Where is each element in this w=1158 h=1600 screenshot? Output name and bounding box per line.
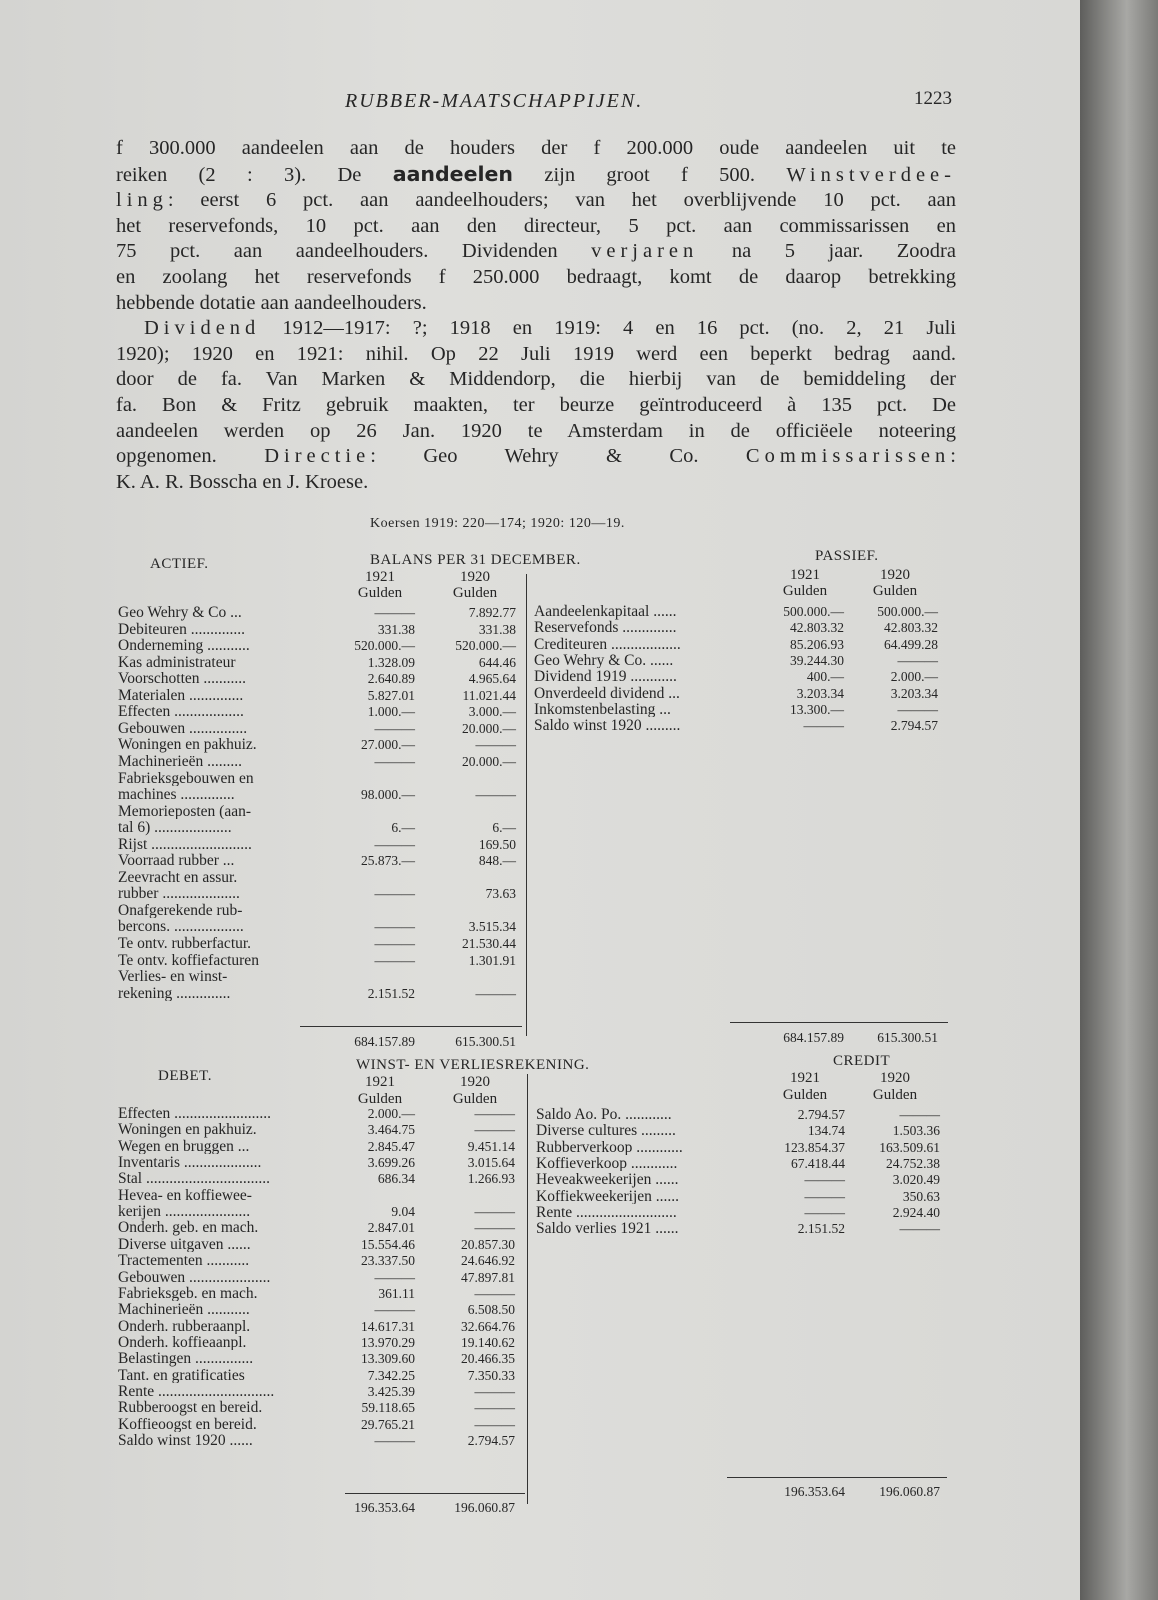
- debet-row-label: Stal ................................: [118, 1171, 270, 1187]
- credit-row-1921: ———: [804, 1172, 845, 1188]
- actief-row-1920: 21.530.44: [462, 936, 516, 951]
- credit-row-1920: 350.63: [902, 1188, 940, 1204]
- debet-row-1920: 19.140.62: [461, 1334, 515, 1350]
- winst-right-year-1920: 1920: [880, 1070, 910, 1086]
- debet-row-1920: ———: [474, 1122, 515, 1138]
- debet-row-1921: 7.342.25: [367, 1367, 415, 1383]
- text-line-4: het reservefonds, 10 pct. aan den directeur, 5 pct. aan commissarissen en: [116, 214, 956, 237]
- actief-row-1921: 6.—: [391, 820, 415, 836]
- credit-row-1920: 2.924.40: [892, 1204, 940, 1220]
- text-line-3: ling: eerst 6 pct. aan aandeelhouders; van het overblijvende 10 pct. aan: [116, 189, 956, 212]
- actief-row-label: Voorraad rubber ...: [118, 853, 235, 869]
- debet-row-1920: ———: [474, 1220, 515, 1236]
- balans-right-total-rule: [730, 1022, 948, 1023]
- debet-row-label: Onderh. rubberaanpl.: [118, 1318, 251, 1335]
- debet-row-1921: 686.34: [377, 1171, 415, 1187]
- debet-row-1920: ———: [474, 1400, 515, 1416]
- actief-row-label: Materialen ..............: [118, 687, 244, 704]
- debet-row-1921: 2.000.—: [367, 1106, 415, 1121]
- winst-left-unit-1921: Gulden: [357, 1091, 403, 1107]
- debet-row-1921: 3.699.26: [367, 1155, 415, 1171]
- debet-row-label: Machinerieën ...........: [118, 1302, 250, 1318]
- actief-row-label: Rijst ..........................: [118, 836, 252, 853]
- debet-row-1920: ———: [474, 1383, 515, 1399]
- passief-row-1921: 500.000.—: [783, 604, 844, 619]
- actief-row-label: Geo Wehry & Co ...: [118, 605, 242, 621]
- debet-row-label: Tant. en gratificaties: [118, 1367, 245, 1384]
- actief-row-1920: 169.50: [478, 836, 516, 852]
- debet-heading: DEBET.: [158, 1068, 212, 1084]
- balans-right-year-1921: 1921: [790, 567, 820, 583]
- actief-row-1920: 6.—: [492, 820, 516, 836]
- actief-row-label: Effecten ..................: [118, 704, 244, 720]
- debet-row-1920: ———: [474, 1285, 515, 1301]
- balans-right-unit-1920: Gulden: [872, 583, 918, 599]
- credit-row-label: Saldo verlies 1921 ......: [536, 1221, 679, 1237]
- actief-row-1921: 98.000.—: [361, 787, 415, 803]
- passief-row-1921: 85.206.93: [790, 636, 844, 652]
- debet-row-label: Belastingen ...............: [118, 1351, 254, 1367]
- credit-row-label: Rubberverkoop ............: [536, 1139, 683, 1156]
- actief-row-1920: 3.515.34: [468, 919, 516, 935]
- credit-row-1921: 2.151.52: [797, 1221, 845, 1237]
- actief-row-1920: 4.965.64: [468, 671, 516, 687]
- winst-right-unit-1921: Gulden: [782, 1087, 828, 1103]
- text-line-14: K. A. R. Bosscha en J. Kroese.: [116, 470, 369, 493]
- winst-right-total-1921: 196.353.64: [784, 1484, 845, 1499]
- actief-row-1920: ———: [475, 737, 516, 753]
- passief-row-label: Dividend 1919 ............: [534, 669, 677, 685]
- winst-left-total-1921: 196.353.64: [354, 1500, 415, 1515]
- debet-row-1921: 13.309.60: [361, 1351, 415, 1367]
- credit-row-1920: 163.509.61: [879, 1139, 940, 1155]
- debet-row-1920: 9.451.14: [467, 1138, 515, 1154]
- passief-row-1921: 39.244.30: [790, 652, 844, 668]
- actief-row-1921: 2.151.52: [367, 985, 415, 1001]
- actief-row-label: Zeevracht en assur.: [118, 869, 238, 886]
- debet-row-label: Inventaris ....................: [118, 1155, 262, 1171]
- passief-row-1921: 42.803.32: [790, 620, 844, 636]
- balans-left-unit-1921: Gulden: [357, 585, 403, 601]
- text-line-11: fa. Bon & Fritz gebruik maakten, ter beurze geïntroduceerd à 135 pct. De: [116, 393, 956, 416]
- actief-row-1921: ———: [374, 936, 415, 951]
- actief-row-1921: ———: [374, 886, 415, 902]
- actief-row-1920: ———: [475, 787, 516, 803]
- passief-row-label: Onverdeeld dividend ...: [534, 685, 680, 702]
- winst-right-total-1920: 196.060.87: [879, 1484, 940, 1499]
- passief-row-label: Reservefonds ..............: [534, 620, 677, 636]
- debet-row-label: Rubberoogst en bereid.: [118, 1400, 263, 1416]
- passief-row-1921: 400.—: [806, 669, 844, 685]
- actief-row-1920: 331.38: [478, 621, 516, 637]
- actief-row-1920: 20.000.—: [462, 753, 516, 769]
- actief-row-label: Verlies- en winst-: [118, 969, 228, 985]
- debet-row-1921: 9.04: [391, 1204, 415, 1220]
- debet-row-label: Koffieoogst en bereid.: [118, 1416, 257, 1433]
- debet-row-label: Rente ..............................: [118, 1383, 275, 1400]
- winst-title: WINST- EN VERLIESREKENING.: [356, 1057, 590, 1073]
- actief-row-1921: ———: [374, 919, 415, 935]
- text-line-7: hebbende dotatie aan aandeelhouders.: [116, 291, 427, 314]
- text-line-2: reiken (2 : 3). De aandeelen zijn groot f 500. Winstverdee-: [116, 161, 956, 186]
- debet-row-label: Woningen en pakhuiz.: [118, 1122, 257, 1138]
- credit-row-label: Koffieverkoop ............: [536, 1155, 678, 1172]
- balans-left-year-1920: 1920: [460, 569, 490, 585]
- winst-left-total-1920: 196.060.87: [454, 1500, 515, 1515]
- balans-right-total-1921: 684.157.89: [783, 1030, 844, 1045]
- debet-row-1920: ———: [474, 1106, 515, 1121]
- actief-row-label: Onderneming ...........: [118, 638, 250, 654]
- winst-left-year-1921: 1921: [365, 1074, 395, 1090]
- balans-left-total-1921: 684.157.89: [354, 1034, 415, 1049]
- credit-row-label: Saldo Ao. Po. ............: [536, 1107, 672, 1123]
- debet-row-label: Effecten .........................: [118, 1106, 271, 1122]
- actief-row-label: Fabrieksgebouwen en: [118, 770, 254, 787]
- passief-row-1921: 13.300.—: [790, 701, 844, 717]
- credit-row-1920: 24.752.38: [886, 1155, 940, 1171]
- actief-row-1920: 644.46: [478, 654, 516, 670]
- actief-row-1920: 73.63: [485, 886, 516, 902]
- credit-row-1920: 3.020.49: [892, 1172, 940, 1188]
- debet-row-1920: 6.508.50: [467, 1302, 515, 1318]
- debet-row-1920: 47.897.81: [461, 1269, 515, 1285]
- debet-row-1921: ———: [374, 1302, 415, 1318]
- balans-right-total-1920: 615.300.51: [877, 1030, 938, 1045]
- koersen-line: Koersen 1919: 220—174; 1920: 120—19.: [370, 516, 625, 531]
- credit-row-1920: ———: [899, 1221, 940, 1237]
- passief-row-label: Inkomstenbelasting ...: [534, 701, 671, 718]
- text-line-13: opgenomen. Directie: Geo Wehry & Co. Commissarissen:: [116, 445, 956, 468]
- actief-row-label: machines ..............: [118, 787, 235, 803]
- actief-row-1921: ———: [374, 720, 415, 736]
- debet-row-label: Onderh. koffieaanpl.: [118, 1334, 247, 1351]
- debet-row-1921: 2.847.01: [367, 1220, 415, 1236]
- debet-row-label: Fabrieksgeb. en mach.: [118, 1285, 258, 1302]
- debet-row-1921: 59.118.65: [361, 1400, 415, 1416]
- actief-row-1921: 2.640.89: [367, 671, 415, 687]
- debet-row-label: Saldo winst 1920 ......: [118, 1433, 253, 1449]
- actief-row-1921: 5.827.01: [367, 687, 415, 703]
- text-line-12: aandeelen werden op 26 Jan. 1920 te Amsterdam in de officiëele noteering: [116, 419, 956, 442]
- credit-row-label: Diverse cultures .........: [536, 1123, 676, 1139]
- credit-row-1921: 2.794.57: [797, 1107, 845, 1122]
- debet-row-1920: 20.857.30: [461, 1236, 515, 1252]
- debet-row-1920: 3.015.64: [467, 1155, 515, 1171]
- debet-row-1920: 7.350.33: [467, 1367, 515, 1383]
- balans-right-unit-1921: Gulden: [782, 583, 828, 599]
- passief-row-1921: 3.203.34: [796, 685, 844, 701]
- balans-left-year-1921: 1921: [365, 569, 395, 585]
- passief-row-1920: ———: [897, 701, 938, 717]
- actief-row-1920: 7.892.77: [468, 605, 516, 620]
- debet-row-label: Wegen en bruggen ...: [118, 1138, 250, 1155]
- passief-heading: PASSIEF.: [815, 548, 879, 564]
- actief-row-1921: ———: [374, 605, 415, 620]
- winst-left-year-1920: 1920: [460, 1074, 490, 1090]
- actief-row-label: Gebouwen ...............: [118, 720, 248, 737]
- passief-row-1921: ———: [803, 718, 844, 734]
- actief-row-label: Machinerieën .........: [118, 753, 242, 770]
- debet-row-1920: 24.646.92: [461, 1253, 515, 1269]
- actief-row-1921: ———: [374, 952, 415, 968]
- credit-row-1920: 1.503.36: [892, 1123, 940, 1139]
- actief-row-1920: 20.000.—: [462, 720, 516, 736]
- actief-row-label: rekening ..............: [118, 985, 231, 1002]
- debet-row-1921: 3.425.39: [367, 1383, 415, 1399]
- winst-divider: [527, 1074, 528, 1504]
- actief-row-label: Kas administrateur: [118, 654, 236, 671]
- actief-row-1921: ———: [374, 836, 415, 852]
- passief-row-1920: ———: [897, 652, 938, 668]
- winst-right-year-1921: 1921: [790, 1070, 820, 1086]
- debet-row-label: Onderh. geb. en mach.: [118, 1220, 259, 1237]
- debet-row-1920: 20.466.35: [461, 1351, 515, 1367]
- credit-row-label: Heveakweekerijen ......: [536, 1172, 679, 1188]
- debet-row-1921: 23.337.50: [361, 1253, 415, 1269]
- actief-row-label: Te ontv. rubberfactur.: [118, 936, 252, 952]
- balans-left-total-rule: [300, 1026, 522, 1027]
- winst-right-unit-1920: Gulden: [872, 1087, 918, 1103]
- passief-row-label: Aandeelenkapitaal ......: [534, 604, 677, 620]
- debet-row-1920: 1.266.93: [467, 1171, 515, 1187]
- text-line-9: 1920); 1920 en 1921: nihil. Op 22 Juli 1919 werd een beperkt bedrag aand.: [116, 342, 956, 365]
- balans-left-total-1920: 615.300.51: [455, 1034, 516, 1049]
- credit-row-1921: 134.74: [807, 1123, 845, 1139]
- winst-left-unit-1920: Gulden: [452, 1091, 498, 1107]
- passief-row-1920: 500.000.—: [877, 604, 938, 619]
- passief-row-label: Geo Wehry & Co. ......: [534, 652, 674, 669]
- text-line-10: door de fa. Van Marken & Middendorp, die hierbij van de bemiddeling der: [116, 368, 956, 391]
- debet-row-1920: 32.664.76: [461, 1318, 515, 1334]
- actief-row-label: Memorieposten (aan-: [118, 803, 251, 820]
- debet-row-1921: 13.970.29: [361, 1334, 415, 1350]
- actief-row-1921: 1.000.—: [367, 704, 415, 720]
- text-line-6: en zoolang het reservefonds f 250.000 bedraagt, komt de daarop betrekking: [116, 265, 956, 288]
- credit-row-1921: ———: [804, 1204, 845, 1220]
- passief-row-label: Crediteuren ..................: [534, 636, 681, 653]
- actief-row-1921: 520.000.—: [354, 638, 415, 654]
- actief-row-1921: 331.38: [377, 621, 415, 637]
- actief-heading: ACTIEF.: [150, 556, 209, 572]
- debet-row-1921: 2.845.47: [367, 1138, 415, 1154]
- actief-row-1920: ———: [475, 985, 516, 1001]
- text-line-1: f 300.000 aandeelen aan de houders der f 200.000 oude aandeelen uit te: [116, 137, 956, 159]
- actief-row-1921: 1.328.09: [367, 654, 415, 670]
- winst-left-total-rule: [345, 1493, 525, 1494]
- credit-row-1921: 67.418.44: [791, 1155, 845, 1171]
- debet-row-1921: ———: [374, 1433, 415, 1448]
- actief-row-1921: 25.873.—: [361, 853, 415, 869]
- debet-row-label: Diverse uitgaven ......: [118, 1236, 251, 1253]
- actief-row-label: tal 6) ....................: [118, 820, 232, 836]
- debet-row-label: kerijen ......................: [118, 1204, 251, 1220]
- passief-row-1920: 42.803.32: [884, 620, 938, 636]
- actief-row-label: Woningen en pakhuiz.: [118, 737, 257, 753]
- winst-right-total-rule: [727, 1477, 947, 1478]
- debet-row-1921: 3.464.75: [367, 1122, 415, 1138]
- balans-right-year-1920: 1920: [880, 567, 910, 583]
- actief-row-1920: 848.—: [478, 853, 516, 869]
- text-line-5: 75 pct. aan aandeelhouders. Dividenden verjaren na 5 jaar. Zoodra: [116, 240, 956, 263]
- debet-row-1921: 361.11: [378, 1285, 415, 1301]
- book-spine-edge: [1080, 0, 1158, 1600]
- debet-row-1920: ———: [474, 1416, 515, 1432]
- page-number: 1223: [914, 88, 952, 109]
- passief-row-label: Saldo winst 1920 .........: [534, 718, 681, 734]
- balans-title: BALANS PER 31 DECEMBER.: [370, 552, 581, 568]
- credit-row-label: Rente ..........................: [536, 1204, 677, 1221]
- actief-row-label: Voorschotten ...........: [118, 671, 247, 687]
- passief-row-1920: 3.203.34: [890, 685, 938, 701]
- balans-left-unit-1920: Gulden: [452, 585, 498, 601]
- actief-row-1921: 27.000.—: [361, 737, 415, 753]
- debet-row-label: Hevea- en koffiewee-: [118, 1187, 252, 1204]
- credit-row-label: Koffiekweekerijen ......: [536, 1188, 680, 1205]
- actief-row-1921: ———: [374, 753, 415, 769]
- credit-heading: CREDIT: [833, 1053, 891, 1069]
- debet-row-1920: ———: [474, 1204, 515, 1220]
- debet-row-label: Tractementen ...........: [118, 1253, 250, 1269]
- balans-divider: [526, 574, 527, 1036]
- passief-row-1920: 64.499.28: [884, 636, 938, 652]
- debet-row-label: Gebouwen .....................: [118, 1269, 271, 1286]
- credit-row-1921: 123.854.37: [784, 1139, 845, 1155]
- debet-row-1921: 29.765.21: [361, 1416, 415, 1432]
- actief-row-label: Debiteuren ..............: [118, 621, 245, 638]
- text-line-8: Dividend 1912—1917: ?; 1918 en 1919: 4 en 16 pct. (no. 2, 21 Juli: [144, 317, 956, 340]
- actief-row-1920: 11.021.44: [462, 687, 516, 703]
- credit-row-1920: ———: [899, 1107, 940, 1122]
- actief-row-label: bercons. ..................: [118, 919, 244, 936]
- actief-row-1920: 3.000.—: [468, 704, 516, 720]
- passief-row-1920: 2.794.57: [890, 718, 938, 734]
- actief-row-1920: 1.301.91: [468, 952, 516, 968]
- credit-row-1921: ———: [804, 1188, 845, 1204]
- running-title: RUBBER-MAATSCHAPPIJEN.: [345, 90, 644, 112]
- actief-row-1920: 520.000.—: [455, 638, 516, 654]
- debet-row-1920: 2.794.57: [467, 1433, 515, 1448]
- debet-row-1921: 15.554.46: [361, 1236, 415, 1252]
- debet-row-1921: 14.617.31: [361, 1318, 415, 1334]
- actief-row-label: rubber ....................: [118, 886, 240, 902]
- passief-row-1920: 2.000.—: [890, 669, 938, 685]
- actief-row-label: Onafgerekende rub-: [118, 902, 243, 919]
- actief-row-label: Te ontv. koffiefacturen: [118, 952, 259, 969]
- debet-row-1921: ———: [374, 1269, 415, 1285]
- company-description: [116, 136, 956, 495]
